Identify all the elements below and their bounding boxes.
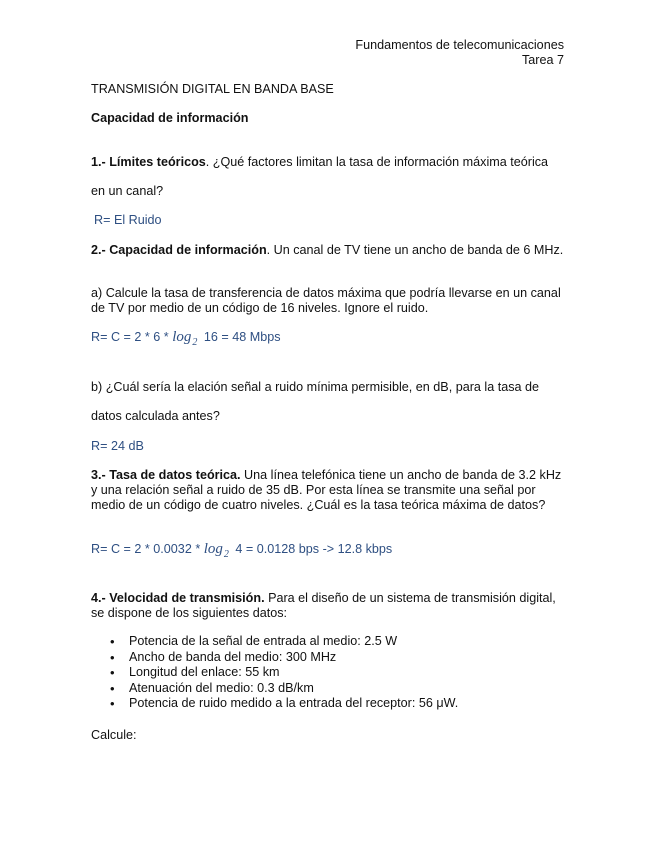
- answer-3-base: 2: [223, 549, 229, 560]
- question-2-part-b-cont: datos calculada antes?: [91, 409, 220, 423]
- answer-3-prefix: R= C = 2 * 0.0032 *: [91, 542, 204, 556]
- section-heading: [91, 111, 566, 126]
- question-2-label: 2.- Capacidad de información: [91, 243, 267, 257]
- section-heading-text: Capacidad de información: [91, 111, 249, 125]
- list-item: • Potencia de la señal de entrada al medio: 2.5 W: [91, 634, 458, 650]
- answer-2b: R= 24 dB: [91, 439, 144, 453]
- list-item: • Potencia de ruido medido a la entrada del receptor: 56 μW.: [91, 696, 458, 712]
- data-list: [91, 634, 458, 712]
- list-item: • Atenuación del medio: 0.3 dB/km: [91, 681, 458, 697]
- list-item: • Longitud del enlace: 55 km: [91, 665, 458, 681]
- question-1: [91, 155, 566, 170]
- question-1-text-cont: en un canal?: [91, 184, 164, 198]
- question-2-part-a: a) Calcule la tasa de transferencia de datos máxima que podría llevarse en un canal de TV por medio de un código de 16 niveles. Ignore el ruido.: [91, 286, 561, 315]
- question-1-text: . ¿Qué factores limitan la tasa de información máxima teórica: [205, 155, 549, 169]
- question-2: [91, 243, 566, 258]
- answer-2a-prefix: R= C = 2 * 6 *: [91, 330, 173, 344]
- answer-3-log: log: [203, 541, 223, 557]
- question-3-text: Una línea telefónica tiene un ancho de banda de 3.2 kHz y una relación señal a ruido de 35 dB. Por esta línea se transmite una señal por medio de un código de cuatro niveles. ¿Cuál es la tasa teórica máxima de datos?: [91, 468, 562, 512]
- answer-2a-suffix: 16 = 48 Mbps: [200, 330, 281, 344]
- question-1-label: 1.- Límites teóricos: [91, 155, 206, 169]
- answer-2a: [91, 330, 566, 346]
- question-4-text: Para el diseño de un sistema de transmisión digital, se dispone de los siguientes datos:: [91, 591, 556, 620]
- question-4: [91, 591, 566, 621]
- question-3-label: 3.- Tasa de datos teórica.: [91, 468, 241, 482]
- question-2-text: . Un canal de TV tiene un ancho de banda de 6 MHz.: [266, 243, 564, 257]
- answer-1: R= El Ruido: [94, 213, 162, 227]
- answer-2a-log: log: [172, 329, 192, 345]
- calcule-label: Calcule:: [91, 728, 137, 742]
- course-name: Fundamentos de telecomunicaciones: [355, 38, 564, 52]
- answer-2a-base: 2: [192, 337, 198, 348]
- document-title: TRANSMISIÓN DIGITAL EN BANDA BASE: [91, 82, 334, 96]
- assignment-label: Tarea 7: [521, 53, 564, 67]
- answer-3: [91, 542, 566, 558]
- question-3: [91, 468, 566, 513]
- question-4-label: 4.- Velocidad de transmisión.: [91, 591, 265, 605]
- answer-3-suffix: 4 = 0.0128 bps -> 12.8 kbps: [231, 542, 393, 556]
- question-2-part-b: b) ¿Cuál sería la elación señal a ruido mínima permisible, en dB, para la tasa de: [91, 380, 540, 394]
- list-item: • Ancho de banda del medio: 300 MHz: [91, 650, 458, 666]
